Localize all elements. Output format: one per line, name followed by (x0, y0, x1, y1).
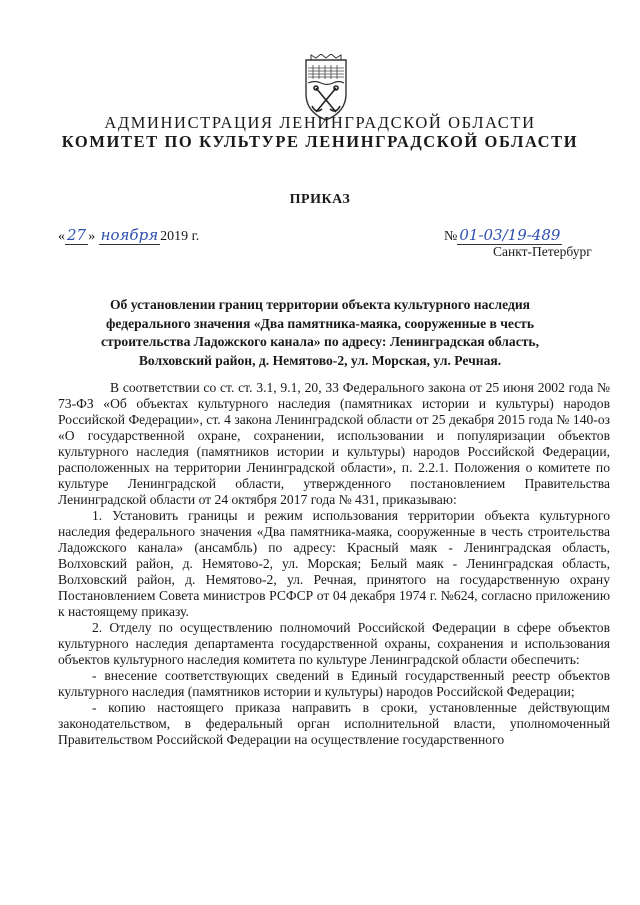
date-month: ноября (100, 226, 159, 244)
item-2-paragraph: 2. Отделу по осуществлению полномочий Российской Федерации в сфере объектов культурного наследия департамента государственной охраны, сохранения и использования объектов культурного наследия комитета по культуре Ленинградской области обеспечить: (58, 620, 610, 667)
organization-name: АДМИНИСТРАЦИЯ ЛЕНИНГРАДСКОЙ ОБЛАСТИ (104, 113, 536, 132)
date-close-quote: » (88, 229, 96, 244)
preamble-paragraph: В соответствии со ст. ст. 3.1, 9.1, 20, 33 Федерального закона от 25 июня 2002 года № 73-ФЗ «Об объектах культурного наследия (памятниках истории и культуры) народов Российской Федерации», ст. 4 закона Ленинградской области от 25 декабря 2015 года № 140-оз «О государственной охране, сохранении, использовании и популяризации объектов культурного наследия (памятников истории и культуры) народов Российской Федерации, расположенных на территории Ленинградской области», п. 2.2.1. Положения о комитете по культуре Ленинградской области, утвержденного постановлением Правительства Ленинградской области от 24 октября 2017 года № 431, приказываю: (58, 380, 610, 507)
date-open-quote: « (58, 229, 65, 244)
committee-name: КОМИТЕТ ПО КУЛЬТУРЕ ЛЕНИНГРАДСКОЙ ОБЛАСТИ (61, 132, 579, 151)
document-type: ПРИКАЗ (289, 192, 351, 207)
subitem-copy-paragraph: - копию настоящего приказа направить в сроки, установленные действующим законодательством, в федеральный орган исполнительной власти, уполномоченный Правительством Российской Федерации на осуществление государственного (58, 700, 610, 747)
leningrad-oblast-coat-of-arms-icon (303, 54, 349, 122)
number-sign: № (444, 229, 458, 244)
date-day: 27 (67, 226, 87, 244)
order-title: Об установлении границ территории объекта культурного наследия федерального значения «Два памятника-маяка, сооруженные в честь строительства Ладожского канала» по адресу: Ленинградская область, Волховский район, д. Немятово-2, ул. Морская, ул. Речная. (100, 297, 540, 368)
item-1-paragraph: 1. Установить границы и режим использования территории объекта культурного наследия федерального значения «Два памятника-маяка, сооруженные в честь строительства Ладожского канала» (ансамбль) по адресу: Красный маяк - Ленинградская область, Волховский район, д. Немятово-2, ул. Морская; Белый маяк - Ленинградская область, Волховский район, д. Немятово-2, ул. Речная, принятого на государственную охрану Постановлением Совета министров РСФСР от 04 декабря 1974 г. №624, согласно приложению к настоящему приказу. (58, 508, 610, 619)
order-body (58, 380, 610, 748)
order-date (58, 226, 199, 245)
order-number (444, 226, 562, 245)
date-year: 2019 г. (160, 229, 200, 244)
city: Санкт-Петербург (493, 244, 592, 259)
number-value: 01-03/19-489 (459, 226, 561, 244)
subitem-registry-paragraph: - внесение соответствующих сведений в Единый государственный реестр объектов культурного наследия (памятников истории и культуры) народов Российской Федерации; (58, 668, 610, 699)
